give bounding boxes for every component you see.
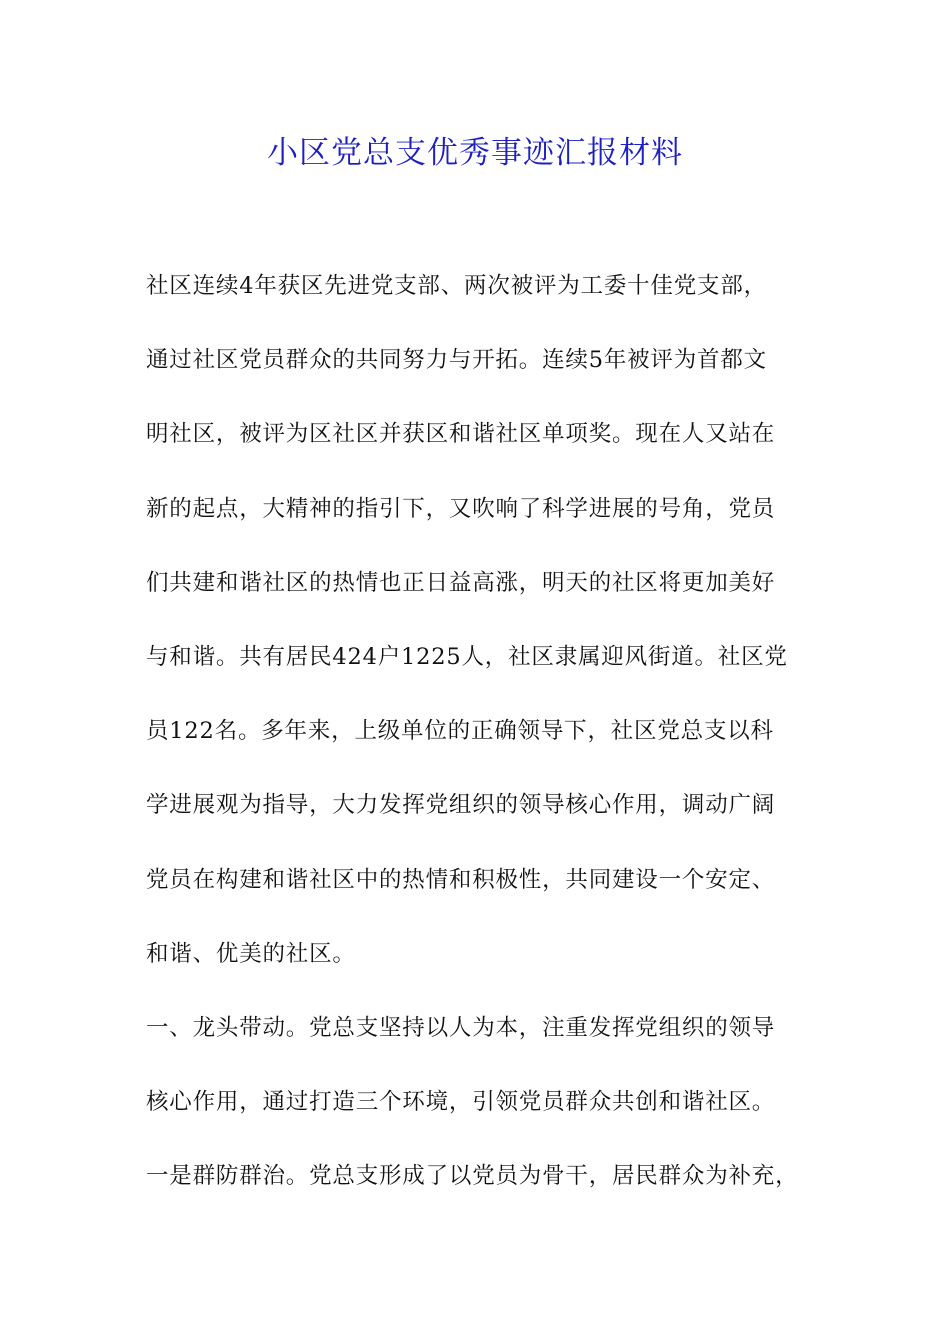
body-line-5: 们共建和谐社区的热情也正日益高涨，明天的社区将更加美好 <box>146 569 776 596</box>
body-line-9: 党员在构建和谐社区中的热情和积极性，共同建设一个安定、 <box>146 866 776 893</box>
body-line-8: 学进展观为指导，大力发挥党组织的领导核心作用，调动广阔 <box>146 792 776 819</box>
document-body <box>146 261 826 1225</box>
body-line-2: 通过社区党员群众的共同努力与开拓。连续5年被评为首都文 <box>146 347 767 374</box>
body-line-13: 一是群防群治。党总支形成了以党员为骨干，居民群众为补充， <box>146 1163 799 1190</box>
document-title: 小区党总支优秀事迹汇报材料 <box>267 135 683 171</box>
body-line-4: 新的起点，大精神的指引下，又吹响了科学进展的号角，党员 <box>146 495 776 522</box>
body-line-6: 与和谐。共有居民424户1225人，社区隶属迎风街道。社区党 <box>146 643 788 670</box>
body-line-12: 核心作用，通过打造三个环境，引领党员群众共创和谐社区。 <box>146 1089 776 1116</box>
body-line-10: 和谐、优美的社区。 <box>146 940 356 967</box>
body-line-3: 明社区，被评为区社区并获区和谐社区单项奖。现在人又站在 <box>146 421 776 448</box>
body-line-1: 社区连续4年获区先进党支部、两次被评为工委十佳党支部， <box>146 273 767 299</box>
body-line-11: 一、龙头带动。党总支坚持以人为本，注重发挥党组织的领导 <box>146 1014 776 1041</box>
body-line-7: 员122名。多年来，上级单位的正确领导下，社区党总支以科 <box>146 718 774 745</box>
